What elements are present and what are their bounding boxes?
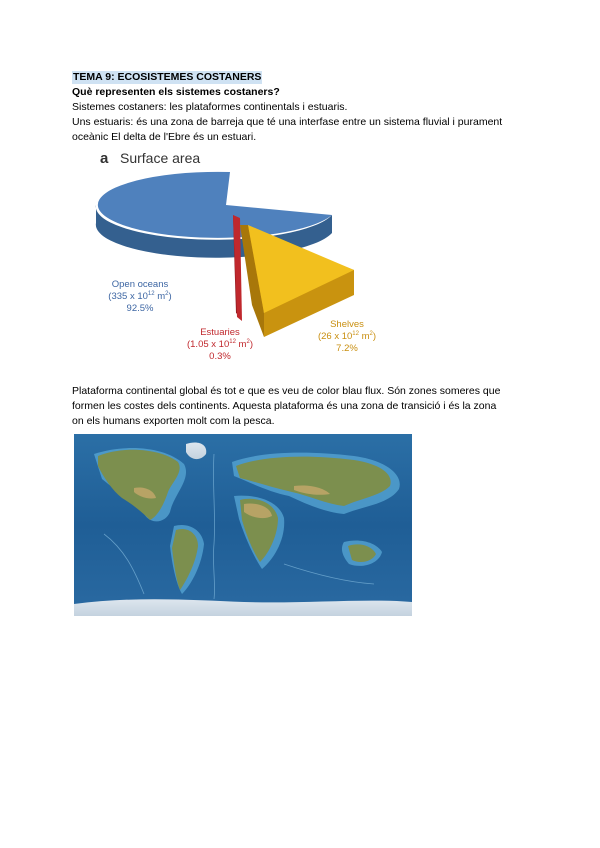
paragraph-estuaries xyxy=(72,115,542,145)
label-open-oceans-name: Open oceans xyxy=(111,279,169,290)
label-estuaries-percent: 0.3% xyxy=(209,351,231,362)
label-estuaries-area: (1.05 x $10^{12}$ $m^2$) xyxy=(186,339,254,350)
label-open-oceans-area: (335 x $10^{12}$ $m^2$) xyxy=(108,291,172,302)
world-map-icon xyxy=(74,434,412,616)
paragraph-coastal-systems xyxy=(72,100,542,115)
chart-panel-letter: a xyxy=(100,150,109,167)
label-shelves-percent: 7.2% xyxy=(336,343,358,354)
paragraph-continental-shelf xyxy=(72,384,542,429)
label-open-oceans-percent: 92.5% xyxy=(126,303,154,314)
label-shelves-name: Shelves xyxy=(330,319,364,330)
chart-title: Surface area xyxy=(120,150,201,166)
paragraph-line: formen les costes dels continents. Aquesta plataforma és una zona de transició i és la zona xyxy=(72,400,497,412)
paragraph-line: Plataforma continental global és tot e que es veu de color blau flux. Són zones someres que xyxy=(72,385,501,397)
paragraph-line: oceànic El delta de l'Ebre és un estuari. xyxy=(72,131,257,143)
paragraph-line: Sistemes costaners: les plataformes continentals i estuaris. xyxy=(72,101,348,113)
surface-area-chart xyxy=(92,145,377,365)
surface-area-pie-svg xyxy=(92,145,377,365)
label-shelves-area: (26 x $10^{12}$ $m^2$) xyxy=(317,331,377,342)
paragraph-line: on els humans exporten molt com la pesca. xyxy=(72,415,275,427)
document-title: TEMA 9: ECOSISTEMES COSTANERS xyxy=(73,71,262,83)
section-question: Què representen els sistemes costaners? xyxy=(72,86,280,98)
label-estuaries-name: Estuaries xyxy=(200,327,240,338)
pie-slice-open-oceans xyxy=(98,172,332,238)
world-seafloor-map xyxy=(74,434,412,616)
paragraph-line: Uns estuaris: és una zona de barreja que té una interfase entre un sistema fluvial i purament xyxy=(72,116,503,128)
